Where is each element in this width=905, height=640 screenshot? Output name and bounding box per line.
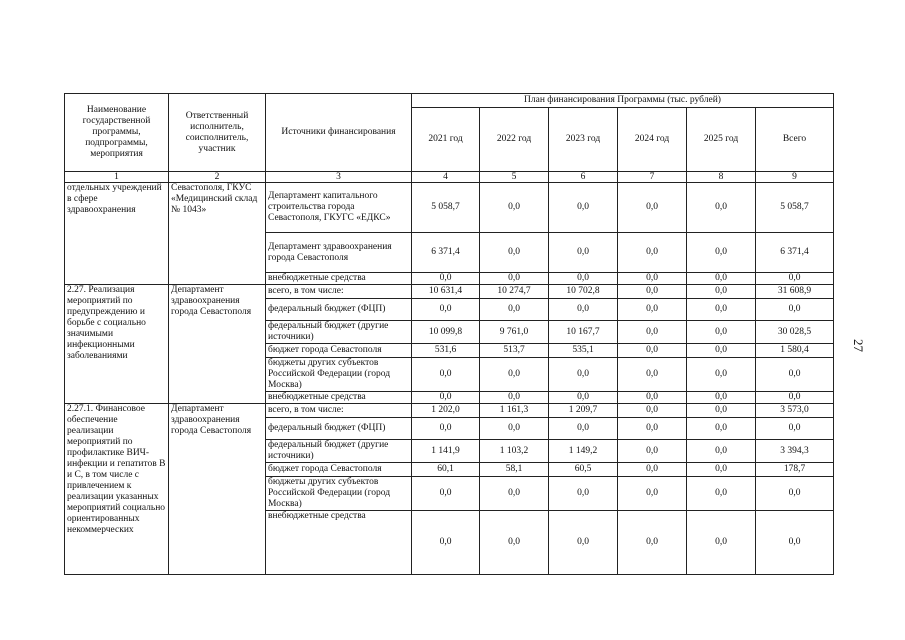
value-cell: 5 058,7 [412, 183, 480, 233]
value-cell: 0,0 [687, 183, 756, 233]
value-cell: 0,0 [412, 273, 480, 285]
value-cell: 0,0 [618, 321, 687, 344]
activity-name-cell: 2.27.1. Финансовое обеспечение реализации мероприятий по профилактике ВИЧ-инфекции и гепатитов В и С, в том числе с привлечением к реализации указанных мероприятий социально ориентированных некоммерческих [65, 404, 169, 575]
value-cell: 0,0 [618, 477, 687, 511]
value-cell: 0,0 [618, 344, 687, 358]
value-cell: 0,0 [412, 477, 480, 511]
value-cell: 0,0 [549, 418, 618, 440]
value-cell: 0,0 [687, 463, 756, 477]
source-cell: Департамент здравоохранения города Севастополя [266, 233, 412, 273]
header-responsible: Ответственный исполнитель, соисполнитель, участник [169, 94, 266, 172]
value-cell: 0,0 [687, 344, 756, 358]
source-cell: бюджет города Севастополя [266, 463, 412, 477]
value-cell: 0,0 [756, 273, 834, 285]
value-cell: 0,0 [618, 273, 687, 285]
header-year-2022: 2022 год [480, 108, 549, 172]
source-cell: федеральный бюджет (ФЦП) [266, 418, 412, 440]
value-cell: 0,0 [618, 392, 687, 404]
value-cell: 0,0 [687, 273, 756, 285]
value-cell: 6 371,4 [756, 233, 834, 273]
value-cell: 0,0 [687, 404, 756, 418]
value-cell: 0,0 [687, 299, 756, 321]
value-cell: 60,1 [412, 463, 480, 477]
value-cell: 0,0 [687, 233, 756, 273]
source-cell: бюджеты других субъектов Российской Федерации (город Москва) [266, 477, 412, 511]
value-cell: 0,0 [756, 477, 834, 511]
column-index-row [65, 172, 834, 183]
value-cell: 0,0 [756, 392, 834, 404]
source-cell: внебюджетные средства [266, 392, 412, 404]
value-cell: 0,0 [687, 511, 756, 575]
value-cell: 0,0 [687, 440, 756, 463]
value-cell: 1 202,0 [412, 404, 480, 418]
source-cell: всего, в том числе: [266, 285, 412, 299]
header-year-2023: 2023 год [549, 108, 618, 172]
value-cell: 31 608,9 [756, 285, 834, 299]
header-year-2021: 2021 год [412, 108, 480, 172]
value-cell: 0,0 [618, 233, 687, 273]
column-index-cell: 5 [480, 172, 549, 183]
source-cell: федеральный бюджет (ФЦП) [266, 299, 412, 321]
value-cell: 10 099,8 [412, 321, 480, 344]
header-sources: Источники финансирования [266, 94, 412, 172]
table-row [65, 285, 834, 299]
source-cell: бюджет города Севастополя [266, 344, 412, 358]
value-cell: 178,7 [756, 463, 834, 477]
value-cell: 0,0 [756, 511, 834, 575]
value-cell: 0,0 [687, 358, 756, 392]
responsible-cell: Департамент здравоохранения города Севастополя [169, 285, 266, 404]
value-cell: 0,0 [618, 299, 687, 321]
value-cell: 60,5 [549, 463, 618, 477]
activity-name-cell: 2.27. Реализация мероприятий по предупреждению и борьбе с социально значимыми инфекционными заболеваниями [65, 285, 169, 404]
value-cell: 0,0 [412, 511, 480, 575]
value-cell: 0,0 [480, 358, 549, 392]
value-cell: 0,0 [480, 511, 549, 575]
source-cell: всего, в том числе: [266, 404, 412, 418]
value-cell: 0,0 [549, 233, 618, 273]
header-plan: План финансирования Программы (тыс. рублей) [412, 94, 834, 108]
value-cell: 0,0 [687, 477, 756, 511]
value-cell: 0,0 [480, 418, 549, 440]
value-cell: 30 028,5 [756, 321, 834, 344]
header-year-2025: 2025 год [687, 108, 756, 172]
value-cell: 1 141,9 [412, 440, 480, 463]
value-cell: 5 058,7 [756, 183, 834, 233]
page-number: 27 [851, 339, 866, 352]
value-cell: 10 631,4 [412, 285, 480, 299]
value-cell: 1 149,2 [549, 440, 618, 463]
value-cell: 0,0 [687, 321, 756, 344]
column-index-cell: 1 [65, 172, 169, 183]
column-index-cell: 2 [169, 172, 266, 183]
column-index-cell: 6 [549, 172, 618, 183]
value-cell: 0,0 [618, 404, 687, 418]
value-cell: 6 371,4 [412, 233, 480, 273]
header-total: Всего [756, 108, 834, 172]
value-cell: 0,0 [549, 299, 618, 321]
column-index-cell: 7 [618, 172, 687, 183]
source-cell: федеральный бюджет (другие источники) [266, 440, 412, 463]
column-index-cell: 9 [756, 172, 834, 183]
value-cell: 531,6 [412, 344, 480, 358]
value-cell: 0,0 [412, 418, 480, 440]
value-cell: 0,0 [480, 273, 549, 285]
header-year-2024: 2024 год [618, 108, 687, 172]
value-cell: 0,0 [549, 511, 618, 575]
value-cell: 0,0 [687, 392, 756, 404]
value-cell: 0,0 [549, 477, 618, 511]
responsible-cell: Департамент здравоохранения города Севастополя [169, 404, 266, 575]
value-cell: 0,0 [480, 299, 549, 321]
value-cell: 0,0 [756, 418, 834, 440]
value-cell: 58,1 [480, 463, 549, 477]
value-cell: 0,0 [412, 358, 480, 392]
financing-table [64, 93, 834, 575]
source-cell: бюджеты других субъектов Российской Федерации (город Москва) [266, 358, 412, 392]
source-cell: федеральный бюджет (другие источники) [266, 321, 412, 344]
activity-name-cell: отдельных учреждений в сфере здравоохранения [65, 183, 169, 285]
value-cell: 0,0 [412, 299, 480, 321]
table-body [65, 172, 834, 575]
value-cell: 0,0 [618, 183, 687, 233]
value-cell: 0,0 [549, 358, 618, 392]
value-cell: 10 274,7 [480, 285, 549, 299]
value-cell: 0,0 [687, 418, 756, 440]
source-cell: внебюджетные средства [266, 511, 412, 575]
value-cell: 1 580,4 [756, 344, 834, 358]
value-cell: 0,0 [549, 273, 618, 285]
value-cell: 0,0 [756, 358, 834, 392]
value-cell: 513,7 [480, 344, 549, 358]
value-cell: 3 573,0 [756, 404, 834, 418]
value-cell: 0,0 [618, 440, 687, 463]
value-cell: 1 209,7 [549, 404, 618, 418]
column-index-cell: 4 [412, 172, 480, 183]
value-cell: 0,0 [549, 392, 618, 404]
value-cell: 1 161,3 [480, 404, 549, 418]
source-cell: внебюджетные средства [266, 273, 412, 285]
value-cell: 535,1 [549, 344, 618, 358]
value-cell: 0,0 [480, 392, 549, 404]
value-cell: 0,0 [480, 477, 549, 511]
value-cell: 0,0 [618, 358, 687, 392]
value-cell: 0,0 [687, 285, 756, 299]
value-cell: 10 167,7 [549, 321, 618, 344]
value-cell: 0,0 [618, 285, 687, 299]
value-cell: 0,0 [412, 392, 480, 404]
value-cell: 3 394,3 [756, 440, 834, 463]
value-cell: 0,0 [618, 418, 687, 440]
value-cell: 1 103,2 [480, 440, 549, 463]
value-cell: 9 761,0 [480, 321, 549, 344]
value-cell: 10 702,8 [549, 285, 618, 299]
value-cell: 0,0 [549, 183, 618, 233]
value-cell: 0,0 [480, 183, 549, 233]
column-index-cell: 3 [266, 172, 412, 183]
source-cell: Департамент капитального строительства города Севастополя, ГКУГС «ЕДКС» [266, 183, 412, 233]
table-row [65, 404, 834, 418]
responsible-cell: Севастополя, ГКУС «Медицинский склад № 1043» [169, 183, 266, 285]
value-cell: 0,0 [756, 299, 834, 321]
header-name: Наименование государственной программы, подпрограммы, мероприятия [65, 94, 169, 172]
value-cell: 0,0 [618, 511, 687, 575]
column-index-cell: 8 [687, 172, 756, 183]
value-cell: 0,0 [480, 233, 549, 273]
value-cell: 0,0 [618, 463, 687, 477]
table-row [65, 183, 834, 233]
